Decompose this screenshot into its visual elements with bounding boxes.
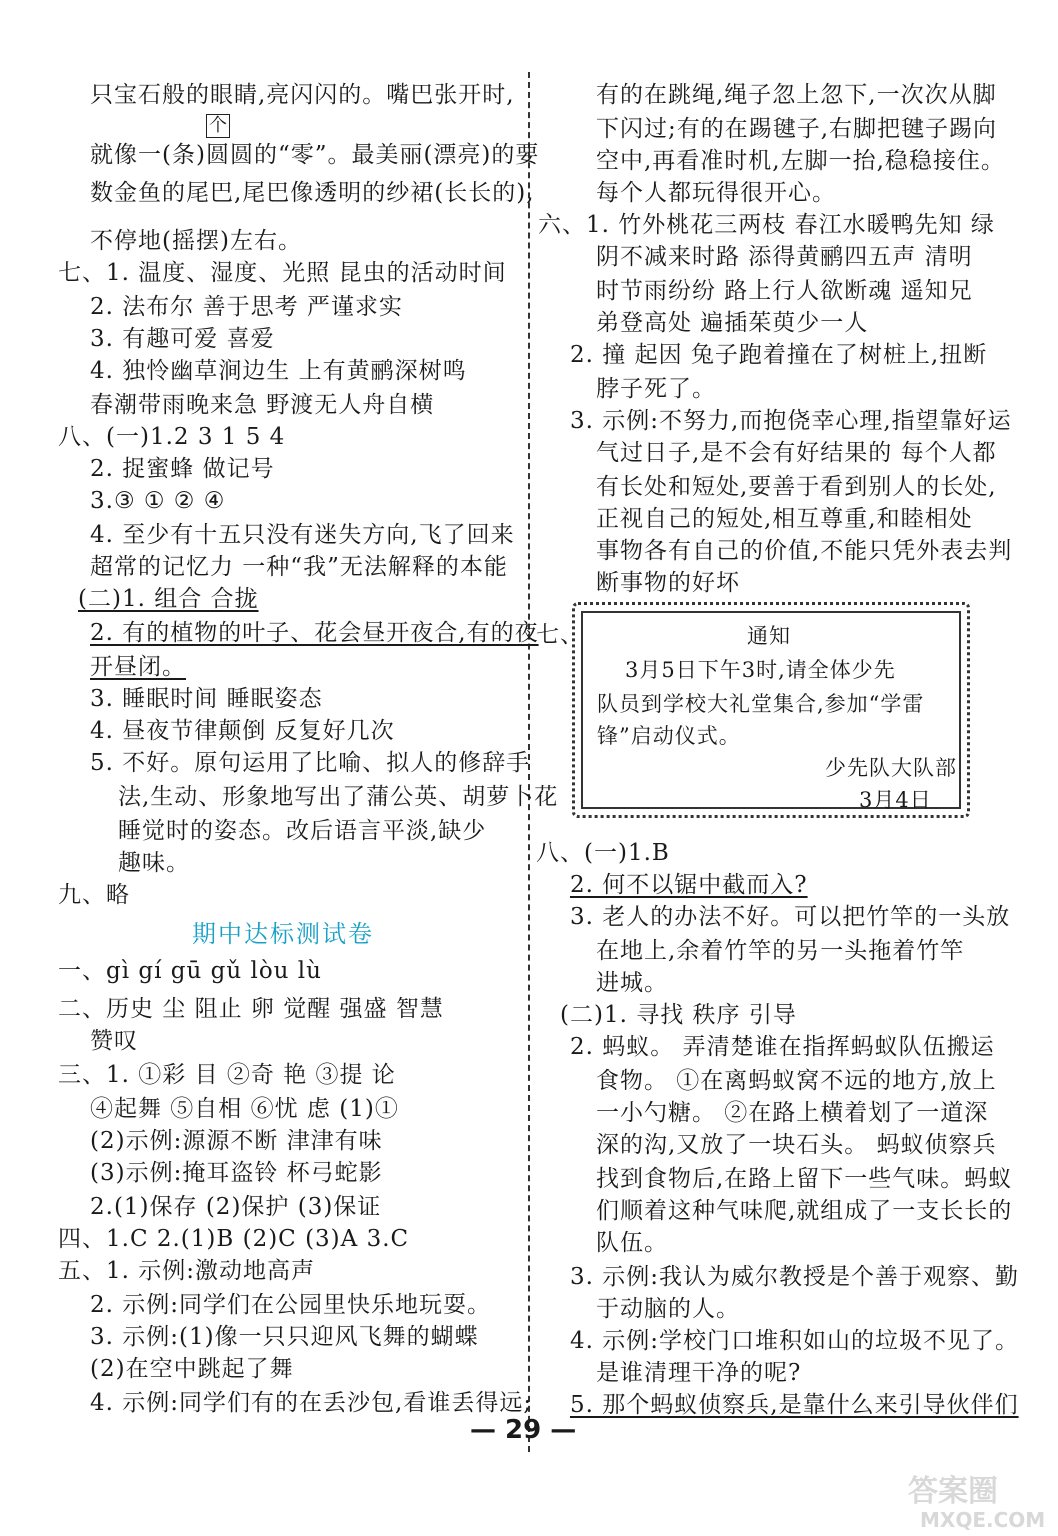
text-line: 2. 有的植物的叶子、花会昼开夜合,有的夜 xyxy=(90,620,539,646)
text-line: 春潮带雨晚来急 野渡无人舟自横 xyxy=(90,392,435,418)
text-line: 3. 有趣可爱 喜爱 xyxy=(90,326,275,352)
text-line: 在地上,余着竹竿的另一头拖着竹竿 xyxy=(596,938,965,964)
text-line: 四、1.C 2.(1)B (2)C (3)A 3.C xyxy=(58,1226,410,1252)
text-line: 赞叹 xyxy=(90,1028,138,1054)
text-line: (2)在空中跳起了舞 xyxy=(90,1356,294,1382)
text-line: 有的在跳绳,绳子忽上忽下,一次次从脚 xyxy=(596,82,997,108)
page-number: — 29 — xyxy=(470,1415,577,1445)
text-line: 2. 法布尔 善于思考 严谨求实 xyxy=(90,294,403,320)
notice-date: 3月4日 xyxy=(859,788,932,812)
text-line: 一、gì gí gū gǔ lòu lù xyxy=(58,958,322,984)
text-line: 3.③ ① ② ④ xyxy=(90,488,226,514)
watermark-logo xyxy=(900,1465,1050,1535)
section-title: 期中达标测试卷 xyxy=(192,920,374,948)
text-line: 法,生动、形象地写出了蒲公英、胡萝卜花 xyxy=(118,784,559,810)
text-line: 3. 示例:我认为威尔教授是个善于观察、勤 xyxy=(570,1264,1020,1290)
text-line: 开昼闭。 xyxy=(90,654,186,680)
correction-note: 个 xyxy=(206,114,230,138)
text-line: 三、1. ①彩 目 ②奇 艳 ③提 论 xyxy=(58,1062,396,1088)
text-line: 阴不减来时路 添得黄鹂四五声 清明 xyxy=(596,244,973,270)
text-line: 4. 示例:学校门口堆积如山的垃圾不见了。 xyxy=(570,1328,1020,1354)
text-line: 脖子死了。 xyxy=(596,376,716,402)
text-line: 2. 蚂蚁。 弄清楚谁在指挥蚂蚁队伍搬运 xyxy=(570,1034,995,1060)
text-line: 于动脑的人。 xyxy=(596,1296,740,1322)
text-line: 3. 睡眠时间 睡眠姿态 xyxy=(90,686,323,712)
text-line: 们顺着这种气味爬,就组成了一支长长的 xyxy=(596,1198,1013,1224)
text-line: 2. 示例:同学们在公园里快乐地玩耍。 xyxy=(90,1292,492,1318)
text-line: 睡觉时的姿态。改后语言平淡,缺少 xyxy=(118,818,487,844)
text-line: 5. 那个蚂蚁侦察兵,是靠什么来引导伙伴们 xyxy=(570,1392,1019,1418)
text-line: 3. 示例:不努力,而抱侥幸心理,指望靠好运 xyxy=(570,408,1012,434)
text-line: 弟登高处 遍插茱萸少一人 xyxy=(596,310,869,336)
text-line: 3. 示例:(1)像一只只迎风飞舞的蝴蝶 xyxy=(90,1324,479,1350)
notice-signature: 少先队大队部 xyxy=(825,756,957,780)
text-line: 五、1. 示例:激动地高声 xyxy=(58,1258,316,1284)
text-line: (二)1. 组合 合拢 xyxy=(78,586,259,612)
text-line: 4. 示例:同学们有的在丢沙包,看谁丢得远; xyxy=(90,1390,533,1416)
text-line: 不停地(摇摆)左右。 xyxy=(90,228,302,254)
text-line: 数金鱼的尾巴,尾巴像透明的纱裙(长长的), xyxy=(90,180,535,206)
text-line: 七、1. 温度、湿度、光照 昆虫的活动时间 xyxy=(58,260,507,286)
text-line: 九、略 xyxy=(58,882,130,908)
text-line: 正视自己的短处,相互尊重,和睦相处 xyxy=(596,506,973,532)
text-line: (3)示例:掩耳盗铃 杯弓蛇影 xyxy=(90,1160,383,1186)
text-line: 2. 何不以锯中截而入? xyxy=(570,872,808,898)
text-line: 3. 老人的办法不好。可以把竹竿的一头放 xyxy=(570,904,1011,930)
text-line: 只宝石般的眼睛,亮闪闪的。嘴巴张开时, xyxy=(90,82,515,108)
text-line: 断事物的好坏 xyxy=(596,570,740,596)
text-line: 队伍。 xyxy=(596,1230,668,1256)
text-line: 食物。 ①在离蚂蚁窝不远的地方,放上 xyxy=(596,1068,997,1094)
text-line: 2. 撞 起因 兔子跑着撞在了树桩上,扭断 xyxy=(570,342,988,368)
text-line: 八、(一)1.B xyxy=(536,840,670,866)
notice-body: 队员到学校大礼堂集合,参加“学雷 xyxy=(597,692,925,716)
text-line: 空中,再看准时机,左脚一抬,稳稳接住。 xyxy=(596,148,1005,174)
text-line: 进城。 xyxy=(596,970,668,996)
text-line: 4. 昼夜节律颠倒 反复好几次 xyxy=(90,718,395,744)
text-line: 二、历史 尘 阻止 卵 觉醒 强盛 智慧 xyxy=(58,996,444,1022)
svg-text:答案圈: 答案圈 xyxy=(908,1474,998,1509)
text-line: 是谁清理干净的呢? xyxy=(596,1360,802,1386)
text-line: 超常的记忆力 一种“我”无法解释的本能 xyxy=(90,554,508,580)
text-line: 深的沟,又放了一块石头。 蚂蚁侦察兵 xyxy=(596,1132,997,1158)
text-line: 趣味。 xyxy=(118,850,190,876)
svg-text:MXQE.COM: MXQE.COM xyxy=(920,1508,1046,1532)
text-line: 4. 独怜幽草涧边生 上有黄鹂深树鸣 xyxy=(90,358,467,384)
text-line: 就像一(条)圆圆的“零”。最美丽(漂亮)的要 xyxy=(90,142,540,168)
notice-body: 锋”启动仪式。 xyxy=(597,724,741,748)
text-line: 气过日子,是不会有好结果的 每个人都 xyxy=(596,440,997,466)
text-line: 找到食物后,在路上留下一些气味。蚂蚁 xyxy=(596,1166,1013,1192)
text-line: 5. 不好。原句运用了比喻、拟人的修辞手 xyxy=(90,750,531,776)
text-line: 八、(一)1.2 3 1 5 4 xyxy=(58,424,286,450)
notice-title: 通知 xyxy=(747,624,791,648)
text-line: ④起舞 ⑤自相 ⑥忧 虑 (1)① xyxy=(90,1096,399,1122)
text-line: (2)示例:源源不断 津津有味 xyxy=(90,1128,383,1154)
text-line: 事物各有自己的价值,不能只凭外表去判 xyxy=(596,538,1013,564)
text-line: (二)1. 寻找 秩序 引导 xyxy=(560,1002,797,1028)
text-line: 时节雨纷纷 路上行人欲断魂 遥知兄 xyxy=(596,278,973,304)
text-line: 有长处和短处,要善于看到别人的长处, xyxy=(596,474,997,500)
text-line: 2. 捉蜜蜂 做记号 xyxy=(90,456,275,482)
notice-box xyxy=(572,602,970,818)
text-line: 4. 至少有十五只没有迷失方向,飞了回来 xyxy=(90,522,515,548)
text-line: 每个人都玩得很开心。 xyxy=(596,180,836,206)
text-line: 六、1. 竹外桃花三两枝 春江水暖鸭先知 绿 xyxy=(538,212,995,238)
text-line: 一小勺糖。 ②在路上横着划了一道深 xyxy=(596,1100,989,1126)
text-line: 下闪过;有的在踢毽子,右脚把毽子踢向 xyxy=(596,116,998,142)
notice-body: 3月5日下午3时,请全体少先 xyxy=(625,658,896,682)
text-line: 2.(1)保存 (2)保护 (3)保证 xyxy=(90,1194,382,1220)
notice-label: 七、 xyxy=(536,622,584,648)
